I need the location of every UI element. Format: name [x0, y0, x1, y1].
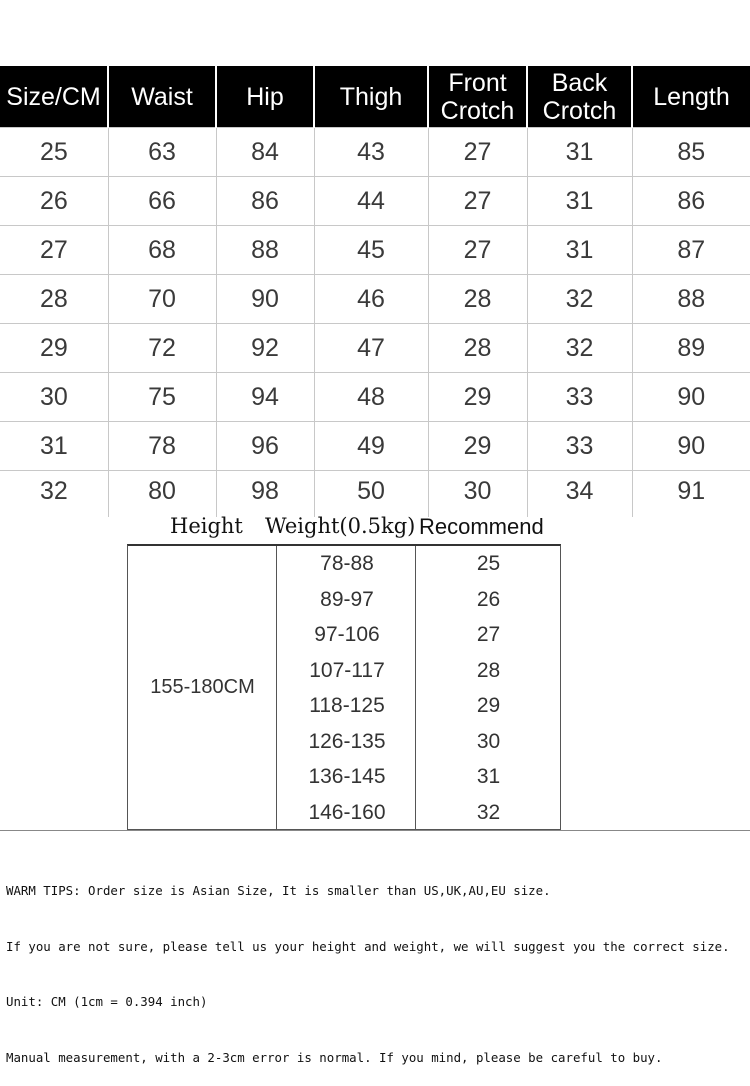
- table-cell: 26: [0, 177, 108, 226]
- table-cell: 85: [632, 128, 750, 177]
- table-cell: 88: [632, 275, 750, 324]
- table-cell: 75: [108, 373, 216, 422]
- table-cell: 32: [0, 471, 108, 518]
- recommend-table: [127, 544, 561, 830]
- table-cell: 47: [314, 324, 428, 373]
- table-cell: 94: [216, 373, 314, 422]
- table-row: [0, 373, 750, 422]
- recommend-height-value: 155-180CM: [150, 676, 255, 698]
- recommend-size-item: 29: [476, 694, 501, 717]
- recommend-header-recommend: Recommend: [419, 514, 544, 539]
- table-row: [0, 471, 750, 518]
- table-cell: 29: [428, 373, 527, 422]
- table-cell: 66: [108, 177, 216, 226]
- header-back-crotch-label: Back Crotch: [542, 68, 617, 125]
- header-back-crotch: [527, 66, 632, 128]
- header-size: Size/CM: [0, 66, 108, 128]
- recommend-weight-item: 126-135: [308, 729, 386, 753]
- table-cell: 28: [428, 275, 527, 324]
- recommend-header-height: Height: [170, 514, 243, 538]
- table-cell: 27: [428, 226, 527, 275]
- table-cell: 31: [527, 226, 632, 275]
- table-cell: 78: [108, 422, 216, 471]
- header-waist: Waist: [108, 66, 216, 128]
- size-chart-table: [0, 66, 750, 517]
- table-cell: 34: [527, 471, 632, 518]
- table-cell: 90: [216, 275, 314, 324]
- tips-divider: [0, 830, 750, 831]
- table-cell: 28: [428, 324, 527, 373]
- table-cell: 43: [314, 128, 428, 177]
- recommend-header-weight: Weight(0.5kg): [265, 514, 416, 538]
- recommend-weight-item: 97-106: [314, 623, 380, 646]
- recommend-size-item: 28: [476, 658, 501, 682]
- table-cell: 48: [314, 373, 428, 422]
- table-cell: 45: [314, 226, 428, 275]
- table-cell: 27: [428, 128, 527, 177]
- table-row: [0, 177, 750, 226]
- recommend-size-column: [417, 546, 560, 830]
- recommend-weight-item: 118-125: [309, 694, 385, 717]
- table-row: [0, 324, 750, 373]
- table-cell: 72: [108, 324, 216, 373]
- table-row: [0, 422, 750, 471]
- table-cell: 25: [0, 128, 108, 177]
- recommend-size-item: 26: [476, 587, 501, 611]
- table-cell: 30: [428, 471, 527, 518]
- header-front-crotch: [428, 66, 527, 128]
- table-cell: 98: [216, 471, 314, 518]
- header-length: Length: [632, 66, 750, 128]
- table-cell: 90: [632, 422, 750, 471]
- table-cell: 70: [108, 275, 216, 324]
- table-row: [0, 128, 750, 177]
- table-cell: 92: [216, 324, 314, 373]
- header-thigh: Thigh: [314, 66, 428, 128]
- tip-line: If you are not sure, please tell us your height and weight, we will suggest you the correct size.: [6, 938, 730, 954]
- table-cell: 27: [428, 177, 527, 226]
- table-cell: 80: [108, 471, 216, 518]
- table-cell: 33: [527, 422, 632, 471]
- table-cell: 27: [0, 226, 108, 275]
- table-cell: 87: [632, 226, 750, 275]
- recommend-size-item: 25: [476, 552, 501, 575]
- table-cell: 84: [216, 128, 314, 177]
- recommend-weight-item: 107-117: [309, 658, 385, 682]
- table-row: [0, 226, 750, 275]
- table-cell: 29: [0, 324, 108, 373]
- recommend-size-item: 32: [476, 800, 501, 824]
- table-row: [0, 275, 750, 324]
- table-cell: 30: [0, 373, 108, 422]
- recommend-weight-item: 136-145: [308, 765, 386, 788]
- table-cell: 33: [527, 373, 632, 422]
- table-cell: 68: [108, 226, 216, 275]
- table-cell: 29: [428, 422, 527, 471]
- table-cell: 31: [527, 128, 632, 177]
- tip-line: Unit: CM (1cm = 0.394 inch): [6, 994, 208, 1009]
- table-cell: 90: [632, 373, 750, 422]
- recommend-header: [0, 514, 750, 544]
- recommend-weight-column: [278, 546, 416, 830]
- tip-line: Manual measurement, with a 2-3cm error is normal. If you mind, please be careful to buy.: [6, 1049, 663, 1065]
- table-cell: 31: [527, 177, 632, 226]
- table-cell: 91: [632, 471, 750, 518]
- table-cell: 28: [0, 275, 108, 324]
- table-cell: 46: [314, 275, 428, 324]
- table-cell: 88: [216, 226, 314, 275]
- header-hip: Hip: [216, 66, 314, 128]
- recommend-size-item: 31: [476, 765, 501, 788]
- recommend-size-item: 27: [476, 623, 501, 646]
- table-cell: 86: [216, 177, 314, 226]
- recommend-weight-item: 78-88: [320, 552, 374, 575]
- warm-tips: [6, 845, 730, 1086]
- recommend-weight-item: 89-97: [320, 587, 374, 611]
- table-cell: 31: [0, 422, 108, 471]
- table-cell: 44: [314, 177, 428, 226]
- table-cell: 63: [108, 128, 216, 177]
- table-cell: 89: [632, 324, 750, 373]
- tip-line: WARM TIPS: Order size is Asian Size, It is smaller than US,UK,AU,EU size.: [6, 883, 551, 898]
- header-front-crotch-label: Front Crotch: [440, 68, 515, 125]
- table-cell: 86: [632, 177, 750, 226]
- table-cell: 32: [527, 275, 632, 324]
- recommend-weight-item: 146-160: [308, 800, 386, 824]
- size-chart-header-row: [0, 66, 750, 128]
- table-cell: 50: [314, 471, 428, 518]
- table-cell: 49: [314, 422, 428, 471]
- table-cell: 96: [216, 422, 314, 471]
- recommend-size-item: 30: [476, 729, 501, 753]
- size-chart-body: [0, 128, 750, 518]
- table-cell: 32: [527, 324, 632, 373]
